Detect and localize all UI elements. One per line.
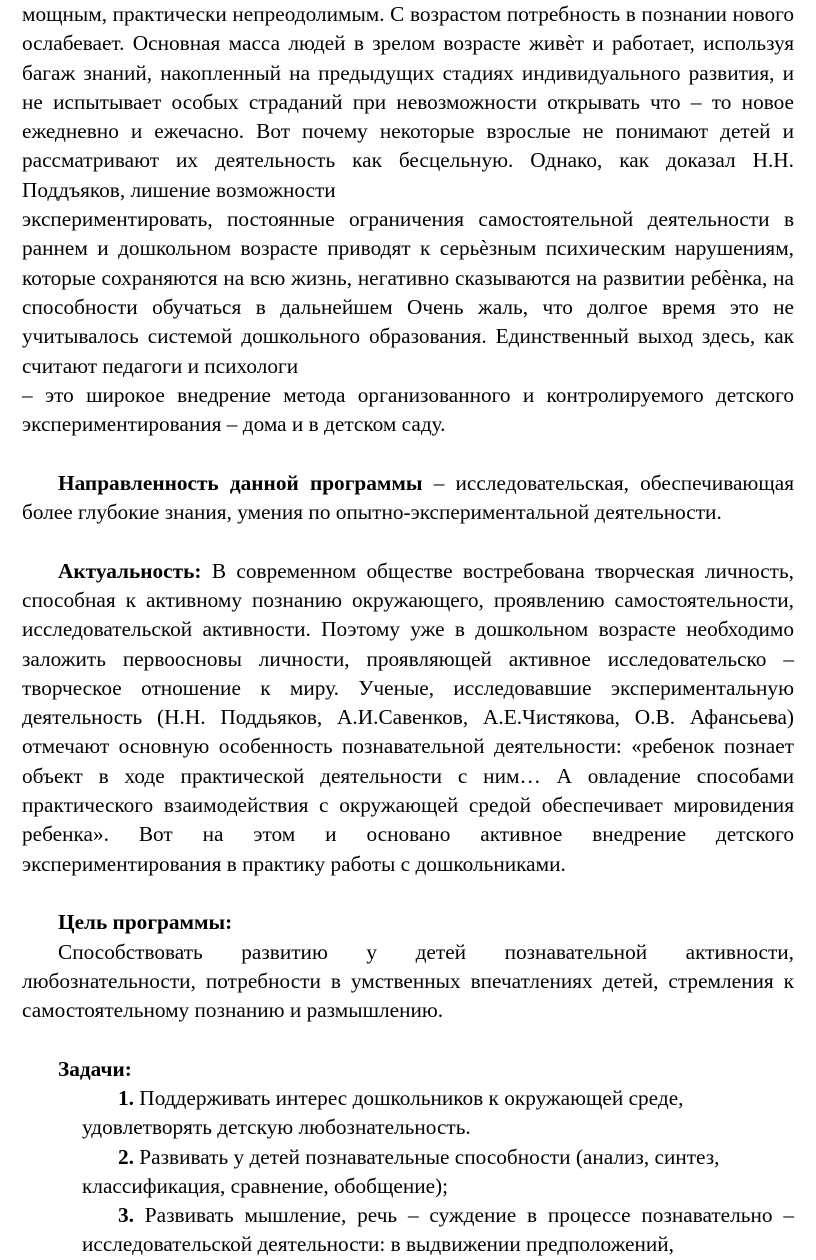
- tasks-heading: Задачи:: [58, 1056, 132, 1081]
- goal-heading: Цель программы:: [58, 910, 233, 935]
- spacer: [22, 879, 794, 908]
- task-number: 3.: [118, 1203, 134, 1228]
- spacer: [22, 439, 794, 468]
- relevance-paragraph: [22, 557, 794, 879]
- direction-text: – исследовательская, обеспечивающая более глубокие знания, умения по опытно-экспериментальной деятельности.: [22, 470, 794, 525]
- task-number: 2.: [118, 1144, 134, 1169]
- intro-text-2: экспериментировать, постоянные ограничения самостоятельной деятельности в раннем и дошкольном возрасте приводят к серьѐзным психическим нарушениям, которые сохраняются на всю жизнь, негативно сказываются на развитии ребѐнка, на способности обучаться в дальнейшем Очень жаль, что долгое время это не учитывалось системой дошкольного образования. Единственный выход здесь, как считают педагоги и психологи: [22, 207, 794, 378]
- spacer: [22, 527, 794, 556]
- task-item: [22, 1084, 794, 1143]
- intro-text-3: – это широкое внедрение метода организованного и контролируемого детского экспериментирования – дома и в детском саду.: [22, 382, 794, 437]
- task-number: 1.: [118, 1085, 134, 1110]
- direction-paragraph: [22, 469, 794, 528]
- task-text: Развивать у детей познавательные способности (анализ, синтез, классификация, сравнение, обобщение);: [82, 1144, 720, 1198]
- goal-text: Способствовать развитию у детей познавательной активности, любознательности, потребности в умственных впечатлениях детей, стремления к самостоятельному познанию и размышлению.: [22, 939, 794, 1023]
- task-item: [22, 1201, 794, 1260]
- intro-text-1: мощным, практически непреодолимым. С возрастом потребность в познании нового ослабевает. Основная масса людей в зрелом возрасте живѐт и работает, используя багаж знаний, накопленный на предыдущих стадиях индивидуального развития, и не испытывает особых страданий при невозможности открывать что – то новое ежедневно и ежечасно. Вот почему некоторые взрослые не понимают детей и рассматривают их деятельность как бесцельную. Однако, как доказал Н.Н. Поддъяков, лишение возможности: [22, 2, 794, 202]
- task-item: [22, 1143, 794, 1202]
- task-text: Развивать мышление, речь – суждение в процессе познавательно – исследовательской деятельности: в выдвижении предположений,: [82, 1203, 794, 1257]
- intro-paragraph: [22, 0, 794, 439]
- relevance-label: Актуальность:: [58, 558, 202, 583]
- relevance-text: В современном обществе востребована творческая личность, способная к активному познанию окружающего, проявлению самостоятельности, исследовательской активности. Поэтому уже в дошкольном возрасте необходимо заложить первоосновы личности, проявляющей активное исследовательско – творческое отношение к миру. Ученые, исследовавшие экспериментальную деятельность (Н.Н. Поддьяков, А.И.Савенков, А.Е.Чистякова, О.В. Афансьева) отмечают основную особенность познавательной деятельности: «ребенок познает объект в ходе практической деятельности с ним… А овладение способами практического взаимодействия с окружающей средой обеспечивает мировидения ребенка». Вот на этом и основано активное внедрение детского экспериментирования в практику работы с дошкольниками.: [22, 558, 794, 876]
- direction-label: Направленность данной программы: [58, 470, 423, 495]
- document-page: [22, 0, 794, 1260]
- task-text: Поддерживать интерес дошкольников к окружающей среде, удовлетворять детскую любознательность.: [82, 1085, 684, 1140]
- spacer: [22, 1025, 794, 1054]
